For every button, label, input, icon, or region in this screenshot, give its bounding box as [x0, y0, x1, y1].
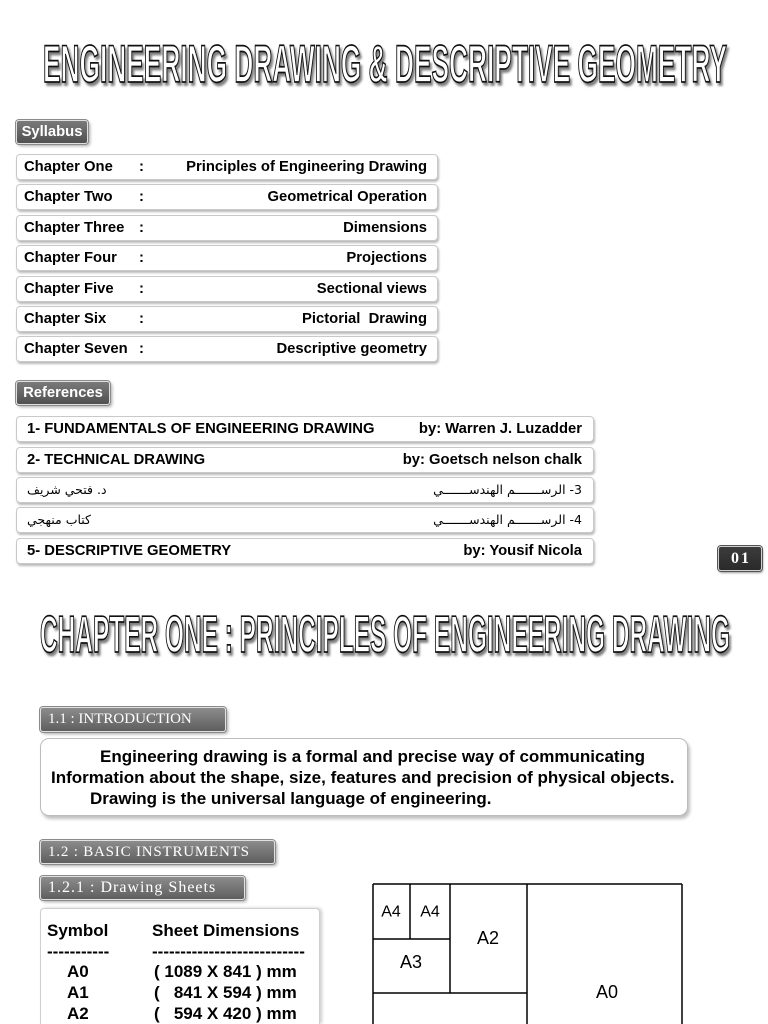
sheet-sizes-diagram [370, 880, 688, 1024]
table-header-symbol: Symbol [47, 921, 109, 940]
chapter-topic: Sectional views [316, 281, 427, 297]
chapter-topic: Principles of Engineering Drawing [186, 159, 427, 175]
section-heading-drawing-sheets: 1.2.1 : Drawing Sheets [40, 876, 245, 900]
table-cell-symbol: A1 [67, 983, 89, 1002]
chapter-topic: Geometrical Operation [267, 189, 427, 205]
table-header-dimensions: Sheet Dimensions [152, 921, 300, 940]
table-cell-symbol: A0 [67, 962, 89, 981]
chapter-name: Chapter Five [24, 281, 114, 297]
syllabus-row [16, 306, 438, 332]
sheet-label-a4: A4 [420, 903, 440, 921]
chapter-title: CHAPTER ONE : PRINCIPLES OF ENGINEERING DRAWING [40, 606, 730, 664]
reference-row [16, 447, 594, 473]
chapter-separator: : [139, 311, 144, 327]
section-heading-basic-instruments: 1.2 : BASIC INSTRUMENTS [40, 840, 275, 864]
sheet-label-a2: A2 [476, 928, 500, 948]
reference-row [16, 507, 594, 533]
syllabus-badge: Syllabus [16, 120, 88, 144]
chapter-name: Chapter Seven [24, 341, 128, 357]
sheet-label-a0: A0 [595, 982, 619, 1002]
syllabus-row [16, 276, 438, 302]
sheet-label-a3: A3 [399, 952, 423, 972]
table-cell-dimensions: ( 594 X 420 ) mm [154, 1004, 297, 1023]
syllabus-row [16, 245, 438, 271]
syllabus-row [16, 215, 438, 241]
document-title: ENGINEERING DRAWING & DESCRIPTIVE GEOMETRY [43, 35, 727, 94]
syllabus-row [16, 336, 438, 362]
document-title-banner [0, 0, 768, 100]
page-number-badge: 01 [718, 546, 762, 571]
section-heading-introduction: 1.1 : INTRODUCTION [40, 707, 226, 732]
introduction-line: Engineering drawing is a formal and precise way of communicating [100, 747, 646, 766]
table-rule-dimensions: --------------------------- [152, 942, 305, 961]
syllabus-row [16, 184, 438, 210]
chapter-name: Chapter Two [24, 189, 113, 205]
table-rule-symbol: ----------- [47, 942, 110, 961]
reference-title: 1- FUNDAMENTALS OF ENGINEERING DRAWING [27, 421, 375, 437]
table-cell-dimensions: ( 1089 X 841 ) mm [154, 962, 297, 981]
chapter-topic: Pictorial Drawing [302, 311, 427, 327]
table-cell-symbol: A2 [67, 1004, 89, 1023]
reference-title: 5- DESCRIPTIVE GEOMETRY [27, 543, 232, 559]
introduction-line: Drawing is the universal language of engineering. [90, 789, 492, 808]
chapter-separator: : [139, 220, 144, 236]
references-badge: References [16, 381, 110, 405]
chapter-separator: : [139, 341, 144, 357]
reference-row [16, 416, 594, 442]
reference-title: 2- TECHNICAL DRAWING [27, 452, 206, 468]
reference-title: 4- الرســـــــم الهندســـــــي [433, 512, 582, 527]
chapter-separator: : [139, 250, 144, 266]
reference-author: by: Yousif Nicola [463, 543, 582, 559]
chapter-topic: Dimensions [343, 220, 427, 236]
chapter-separator: : [139, 189, 144, 205]
chapter-separator: : [139, 159, 144, 175]
introduction-box [40, 738, 688, 816]
reference-author: by: Warren J. Luzadder [418, 421, 582, 437]
sheet-dimensions-table [40, 908, 320, 1024]
chapter-name: Chapter One [24, 159, 113, 175]
syllabus-row [16, 154, 438, 180]
reference-author: د. فتحي شريف [27, 482, 107, 497]
table-cell-dimensions: ( 841 X 594 ) mm [154, 983, 297, 1002]
reference-title: 3- الرســـــــم الهندســـــــي [433, 482, 582, 497]
sheet-label-a4: A4 [381, 903, 401, 921]
introduction-line: Information about the shape, size, features and precision of physical objects. [51, 768, 675, 787]
reference-author: كتاب منهجي [27, 512, 91, 527]
chapter-title-banner [0, 598, 768, 668]
chapter-name: Chapter Three [24, 220, 125, 236]
chapter-topic: Projections [346, 250, 427, 266]
chapter-name: Chapter Six [24, 311, 107, 327]
chapter-separator: : [139, 281, 144, 297]
reference-row [16, 477, 594, 503]
chapter-name: Chapter Four [24, 250, 117, 266]
reference-row [16, 538, 594, 564]
chapter-topic: Descriptive geometry [276, 341, 427, 357]
reference-author: by: Goetsch nelson chalk [402, 452, 582, 468]
